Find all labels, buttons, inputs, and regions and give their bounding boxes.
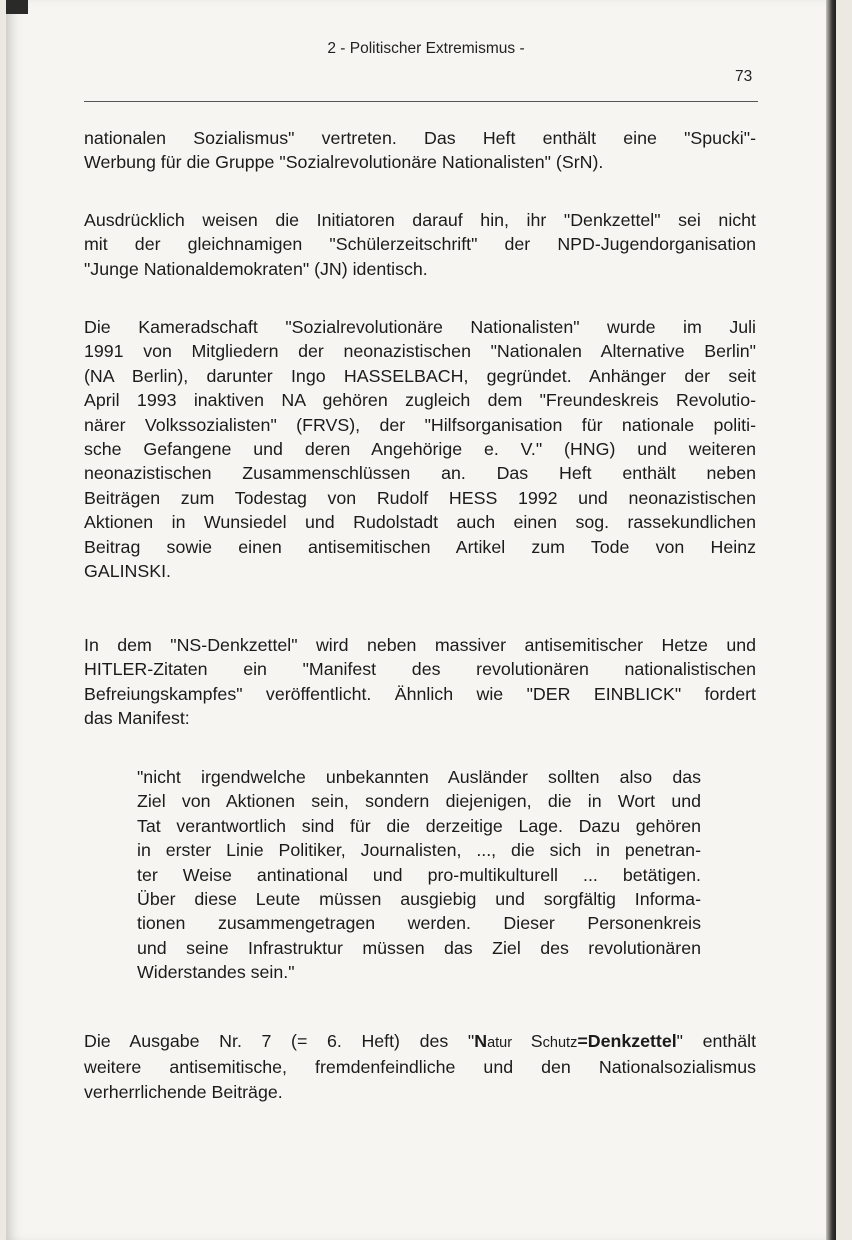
paragraph-line: mit der gleichnamigen "Schülerzeitschrift" der NPD-Jugendorganisation	[84, 234, 756, 255]
paragraph-line: Die Kameradschaft "Sozialrevolutionäre Nationalisten" wurde im Juli	[84, 317, 756, 337]
publication-title-part: chutz	[542, 1035, 578, 1051]
paragraph-line: Befreiungskampfes" veröffentlicht. Ähnlich wie "DER EINBLICK" fordert	[84, 683, 756, 704]
quote-line: Über diese Leute müssen ausgiebig und sorgfältig Informa-	[137, 889, 701, 910]
publication-title-initial: N	[474, 1031, 488, 1051]
publication-title-part: atur	[487, 1035, 531, 1051]
quote-line: ter Weise antinational und pro-multikulturell ... betätigen.	[137, 864, 701, 885]
running-header: 2 - Politischer Extremismus -	[327, 40, 525, 57]
paragraph-line: Beitrag sowie einen antisemitischen Artikel zum Tode von Heinz	[84, 536, 756, 557]
paragraph-line: verherrlichende Beiträge.	[84, 1081, 283, 1102]
text-run: Die Ausgabe Nr. 7 (= 6. Heft) des "	[84, 1031, 475, 1051]
paragraph-line: GALINSKI.	[84, 561, 171, 582]
paragraph-line: sche Gefangene und deren Angehörige e. V." (HNG) und weiteren	[84, 439, 756, 460]
paragraph-line: das Manifest:	[84, 708, 190, 729]
paragraph-3	[84, 315, 756, 583]
manifest-quote	[137, 765, 701, 985]
quote-line: Widerstandes sein."	[137, 962, 295, 983]
paragraph-line: HITLER-Zitaten ein "Manifest des revolutionären nationalistischen	[84, 659, 756, 680]
paragraph-line: nationalen Sozialismus" vertreten. Das Heft enthält eine "Spucki"-	[84, 128, 756, 148]
quote-line: in erster Linie Politiker, Journalisten, ..., die sich in penetran-	[137, 840, 701, 861]
quote-line: "nicht irgendwelche unbekannten Ausländer sollten also das	[137, 767, 701, 787]
paragraph-line: 1991 von Mitgliedern der neonazistischen "Nationalen Alternative Berlin"	[84, 341, 756, 362]
paragraph-line: (NA Berlin), darunter Ingo HASSELBACH, gegründet. Anhänger der seit	[84, 365, 756, 386]
paragraph-line: weitere antisemitische, fremdenfeindliche und den Nationalsozialismus	[84, 1057, 756, 1078]
quote-line: tionen zusammengetragen werden. Dieser Personenkreis	[137, 913, 701, 934]
publication-title-bold: =Denkzettel	[577, 1031, 677, 1051]
paragraph-line: Aktionen in Wunsiedel und Rudolstadt auch einen sog. rassekundlichen	[84, 512, 756, 533]
paragraph-5	[84, 1029, 756, 1104]
quote-line: und seine Infrastruktur müssen das Ziel des revolutionären	[137, 937, 701, 958]
paragraph-line: närer Volkssozialisten" (FRVS), der "Hilfsorganisation für nationale politi-	[84, 414, 756, 435]
paragraph-line: Werbung für die Gruppe "Sozialrevolutionäre Nationalisten" (SrN).	[84, 152, 604, 173]
paragraph-line: April 1993 inaktiven NA gehören zugleich dem "Freundeskreis Revolutio-	[84, 390, 756, 411]
paragraph-line: Ausdrücklich weisen die Initiatoren darauf hin, ihr "Denkzettel" sei nicht	[84, 210, 756, 230]
paragraph-line: Beiträgen zum Todestag von Rudolf HESS 1992 und neonazistischen	[84, 487, 756, 508]
paragraph-line: "Junge Nationaldemokraten" (JN) identisch.	[84, 258, 428, 279]
book-spine-edge	[826, 0, 836, 1240]
quote-line: Ziel von Aktionen sein, sondern diejenigen, die in Wort und	[137, 791, 701, 812]
paragraph-line: neonazistischen Zusammenschlüssen an. Das Heft enthält neben	[84, 463, 756, 484]
text-run: " enthält	[676, 1031, 757, 1051]
publication-title-letter: S	[530, 1031, 543, 1051]
paragraph-line	[84, 1029, 756, 1055]
quote-line: Tat verantwortlich sind für die derzeitige Lage. Dazu gehören	[137, 815, 701, 836]
paragraph-4	[84, 633, 756, 731]
scan-corner-shadow	[6, 0, 28, 14]
paragraph-1	[84, 126, 756, 175]
page-number: 73	[735, 68, 753, 85]
paragraph-line: In dem "NS-Denkzettel" wird neben massiver antisemitischer Hetze und	[84, 635, 756, 655]
paragraph-2	[84, 208, 756, 281]
header-rule	[84, 101, 758, 102]
